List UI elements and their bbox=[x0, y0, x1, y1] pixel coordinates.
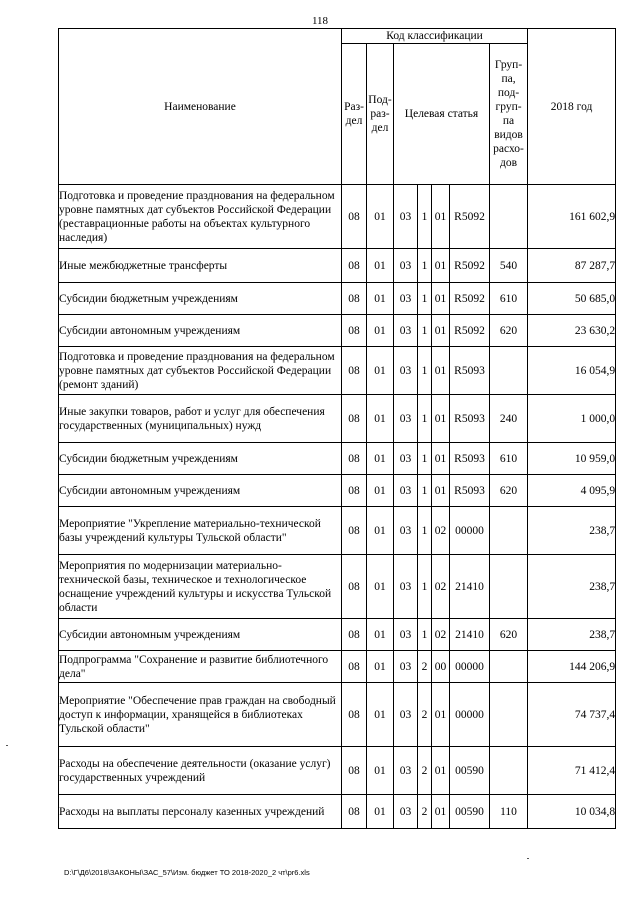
row-vid-raskhodov: 240 bbox=[490, 395, 528, 443]
row-amount: 4 095,9 bbox=[528, 475, 616, 507]
row-podrazdel: 01 bbox=[367, 507, 394, 555]
row-cs-event: 02 bbox=[432, 555, 450, 619]
budget-table bbox=[58, 28, 616, 829]
row-cs-event: 01 bbox=[432, 249, 450, 283]
row-name: Расходы на обеспечение деятельности (оказание услуг) государственных учреждений bbox=[59, 747, 342, 795]
row-cs-direction: R5093 bbox=[450, 347, 490, 395]
row-razdel: 08 bbox=[342, 507, 367, 555]
row-podrazdel: 01 bbox=[367, 475, 394, 507]
row-vid-raskhodov: 540 bbox=[490, 249, 528, 283]
row-vid-raskhodov: 620 bbox=[490, 315, 528, 347]
row-cs-program: 03 bbox=[394, 475, 418, 507]
row-podrazdel: 01 bbox=[367, 795, 394, 829]
row-cs-event: 01 bbox=[432, 395, 450, 443]
row-cs-program: 03 bbox=[394, 795, 418, 829]
row-name: Субсидии автономным учреждениям bbox=[59, 315, 342, 347]
row-cs-direction: 21410 bbox=[450, 555, 490, 619]
row-podrazdel: 01 bbox=[367, 683, 394, 747]
row-cs-program: 03 bbox=[394, 185, 418, 249]
row-razdel: 08 bbox=[342, 651, 367, 683]
row-cs-direction: 00590 bbox=[450, 795, 490, 829]
row-name: Мероприятия по модернизации материально-технической базы, техническое и технологическое оснащение учреждений культуры и искусства Тульской области bbox=[59, 555, 342, 619]
row-podrazdel: 01 bbox=[367, 347, 394, 395]
row-amount: 238,7 bbox=[528, 619, 616, 651]
row-cs-program: 03 bbox=[394, 747, 418, 795]
row-name: Подпрограмма "Сохранение и развитие библиотечного дела" bbox=[59, 651, 342, 683]
row-name: Расходы на выплаты персоналу казенных учреждений bbox=[59, 795, 342, 829]
row-cs-program: 03 bbox=[394, 555, 418, 619]
row-razdel: 08 bbox=[342, 555, 367, 619]
row-amount: 23 630,2 bbox=[528, 315, 616, 347]
row-name: Иные закупки товаров, работ и услуг для обеспечения государственных (муниципальных) нужд bbox=[59, 395, 342, 443]
row-amount: 71 412,4 bbox=[528, 747, 616, 795]
row-amount: 238,7 bbox=[528, 507, 616, 555]
row-podrazdel: 01 bbox=[367, 249, 394, 283]
row-name: Субсидии автономным учреждениям bbox=[59, 619, 342, 651]
row-cs-subprogram: 1 bbox=[418, 507, 432, 555]
row-podrazdel: 01 bbox=[367, 315, 394, 347]
row-razdel: 08 bbox=[342, 475, 367, 507]
row-cs-subprogram: 1 bbox=[418, 395, 432, 443]
table-row bbox=[59, 347, 616, 395]
scan-speck bbox=[527, 858, 529, 859]
row-razdel: 08 bbox=[342, 395, 367, 443]
row-cs-subprogram: 1 bbox=[418, 619, 432, 651]
row-razdel: 08 bbox=[342, 747, 367, 795]
row-cs-event: 00 bbox=[432, 651, 450, 683]
row-cs-event: 01 bbox=[432, 347, 450, 395]
row-vid-raskhodov bbox=[490, 747, 528, 795]
row-cs-program: 03 bbox=[394, 315, 418, 347]
row-cs-direction: R5093 bbox=[450, 443, 490, 475]
table-row bbox=[59, 315, 616, 347]
row-cs-subprogram: 1 bbox=[418, 249, 432, 283]
row-amount: 1 000,0 bbox=[528, 395, 616, 443]
row-vid-raskhodov: 610 bbox=[490, 443, 528, 475]
row-cs-program: 03 bbox=[394, 395, 418, 443]
row-amount: 50 685,0 bbox=[528, 283, 616, 315]
row-cs-direction: R5093 bbox=[450, 395, 490, 443]
row-cs-event: 01 bbox=[432, 185, 450, 249]
row-podrazdel: 01 bbox=[367, 443, 394, 475]
header-name: Наименование bbox=[59, 29, 342, 185]
row-cs-event: 02 bbox=[432, 507, 450, 555]
row-cs-program: 03 bbox=[394, 651, 418, 683]
page-number: 118 bbox=[311, 15, 329, 27]
row-amount: 87 287,7 bbox=[528, 249, 616, 283]
table-row bbox=[59, 185, 616, 249]
row-vid-raskhodov bbox=[490, 555, 528, 619]
row-cs-subprogram: 2 bbox=[418, 651, 432, 683]
table-row bbox=[59, 475, 616, 507]
row-podrazdel: 01 bbox=[367, 619, 394, 651]
row-name: Подготовка и проведение празднования на федеральном уровне памятных дат субъектов Российской Федерации (ремонт зданий) bbox=[59, 347, 342, 395]
row-razdel: 08 bbox=[342, 683, 367, 747]
table-row bbox=[59, 507, 616, 555]
row-vid-raskhodov bbox=[490, 347, 528, 395]
row-razdel: 08 bbox=[342, 315, 367, 347]
header-vid-raskhodov: Груп- па, под- груп- па видов расхо- дов bbox=[490, 44, 528, 185]
header-row-top bbox=[59, 29, 616, 44]
row-cs-direction: 00000 bbox=[450, 651, 490, 683]
row-razdel: 08 bbox=[342, 185, 367, 249]
row-vid-raskhodov: 610 bbox=[490, 283, 528, 315]
row-cs-subprogram: 1 bbox=[418, 347, 432, 395]
row-name: Субсидии автономным учреждениям bbox=[59, 475, 342, 507]
row-podrazdel: 01 bbox=[367, 555, 394, 619]
row-cs-program: 03 bbox=[394, 683, 418, 747]
table-row bbox=[59, 555, 616, 619]
row-podrazdel: 01 bbox=[367, 395, 394, 443]
table-row bbox=[59, 443, 616, 475]
row-cs-direction: R5092 bbox=[450, 315, 490, 347]
table-row bbox=[59, 283, 616, 315]
row-cs-subprogram: 1 bbox=[418, 315, 432, 347]
row-podrazdel: 01 bbox=[367, 185, 394, 249]
row-cs-program: 03 bbox=[394, 443, 418, 475]
row-cs-program: 03 bbox=[394, 507, 418, 555]
row-podrazdel: 01 bbox=[367, 747, 394, 795]
row-cs-event: 01 bbox=[432, 443, 450, 475]
footer-file-path: D:\Г\Д6\2018\ЗАКОНЫ\ЗАС_57\Изм. бюджет ТО 2018-2020_2 чт\pr6.xls bbox=[64, 868, 310, 877]
row-razdel: 08 bbox=[342, 283, 367, 315]
row-name: Субсидии бюджетным учреждениям bbox=[59, 283, 342, 315]
table-body bbox=[59, 185, 616, 829]
table-row bbox=[59, 395, 616, 443]
row-razdel: 08 bbox=[342, 443, 367, 475]
row-cs-direction: R5092 bbox=[450, 283, 490, 315]
row-cs-subprogram: 1 bbox=[418, 283, 432, 315]
row-cs-program: 03 bbox=[394, 619, 418, 651]
row-amount: 74 737,4 bbox=[528, 683, 616, 747]
row-cs-direction: 00590 bbox=[450, 747, 490, 795]
row-cs-program: 03 bbox=[394, 347, 418, 395]
row-cs-subprogram: 2 bbox=[418, 683, 432, 747]
row-cs-direction: 21410 bbox=[450, 619, 490, 651]
table-row bbox=[59, 249, 616, 283]
row-cs-event: 01 bbox=[432, 795, 450, 829]
header-podrazdel: Под- раз- дел bbox=[367, 44, 394, 185]
row-cs-subprogram: 1 bbox=[418, 475, 432, 507]
row-cs-program: 03 bbox=[394, 283, 418, 315]
row-amount: 144 206,9 bbox=[528, 651, 616, 683]
row-vid-raskhodov bbox=[490, 185, 528, 249]
row-cs-direction: R5092 bbox=[450, 185, 490, 249]
row-cs-direction: R5092 bbox=[450, 249, 490, 283]
row-vid-raskhodov: 620 bbox=[490, 619, 528, 651]
header-tselevaya-statya: Целевая статья bbox=[394, 44, 490, 185]
row-cs-subprogram: 1 bbox=[418, 185, 432, 249]
row-cs-program: 03 bbox=[394, 249, 418, 283]
row-cs-subprogram: 1 bbox=[418, 555, 432, 619]
header-razdel: Раз- дел bbox=[342, 44, 367, 185]
row-cs-event: 01 bbox=[432, 475, 450, 507]
header-code-group: Код классификации bbox=[342, 29, 528, 44]
row-podrazdel: 01 bbox=[367, 651, 394, 683]
row-cs-event: 01 bbox=[432, 315, 450, 347]
row-cs-direction: 00000 bbox=[450, 507, 490, 555]
row-amount: 10 959,0 bbox=[528, 443, 616, 475]
row-name: Мероприятие "Обеспечение прав граждан на свободный доступ к информации, хранящейся в библиотеках Тульской области" bbox=[59, 683, 342, 747]
row-name: Субсидии бюджетным учреждениям bbox=[59, 443, 342, 475]
row-cs-event: 01 bbox=[432, 683, 450, 747]
table-row bbox=[59, 651, 616, 683]
row-razdel: 08 bbox=[342, 619, 367, 651]
scan-speck bbox=[6, 745, 8, 746]
row-cs-direction: R5093 bbox=[450, 475, 490, 507]
row-cs-subprogram: 2 bbox=[418, 747, 432, 795]
row-name: Подготовка и проведение празднования на федеральном уровне памятных дат субъектов Российской Федерации (реставрационные работы на объектах культурного наследия) bbox=[59, 185, 342, 249]
table-row bbox=[59, 683, 616, 747]
row-vid-raskhodov: 620 bbox=[490, 475, 528, 507]
row-cs-event: 02 bbox=[432, 619, 450, 651]
row-razdel: 08 bbox=[342, 347, 367, 395]
row-vid-raskhodov: 110 bbox=[490, 795, 528, 829]
row-cs-subprogram: 1 bbox=[418, 443, 432, 475]
header-year: 2018 год bbox=[528, 29, 616, 185]
row-cs-direction: 00000 bbox=[450, 683, 490, 747]
row-vid-raskhodov bbox=[490, 651, 528, 683]
table-row bbox=[59, 619, 616, 651]
row-name: Иные межбюджетные трансферты bbox=[59, 249, 342, 283]
table-row bbox=[59, 795, 616, 829]
row-amount: 161 602,9 bbox=[528, 185, 616, 249]
row-cs-event: 01 bbox=[432, 747, 450, 795]
row-amount: 16 054,9 bbox=[528, 347, 616, 395]
row-amount: 238,7 bbox=[528, 555, 616, 619]
row-vid-raskhodov bbox=[490, 683, 528, 747]
row-vid-raskhodov bbox=[490, 507, 528, 555]
row-name: Мероприятие "Укрепление материально-технической базы учреждений культуры Тульской области" bbox=[59, 507, 342, 555]
row-cs-event: 01 bbox=[432, 283, 450, 315]
table-row bbox=[59, 747, 616, 795]
row-cs-subprogram: 2 bbox=[418, 795, 432, 829]
row-razdel: 08 bbox=[342, 249, 367, 283]
row-podrazdel: 01 bbox=[367, 283, 394, 315]
row-razdel: 08 bbox=[342, 795, 367, 829]
row-amount: 10 034,8 bbox=[528, 795, 616, 829]
